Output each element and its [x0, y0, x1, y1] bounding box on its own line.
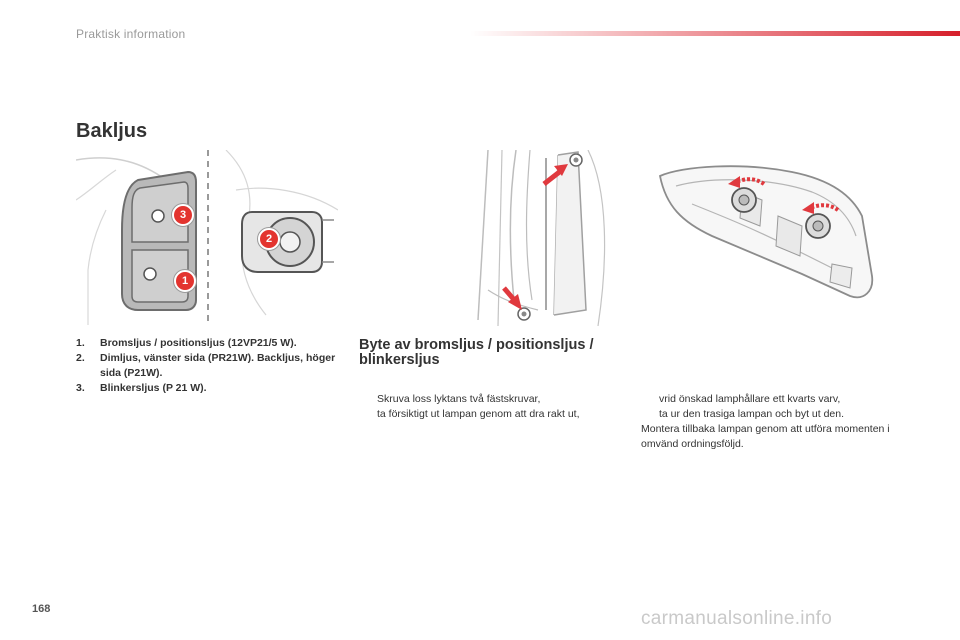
step-text: vrid önskad lamphållare ett kvarts varv,	[659, 393, 841, 405]
section-title: Bakljus	[76, 120, 148, 142]
site-watermark: carmanualsonline.info	[641, 608, 833, 629]
procedure-step	[641, 407, 891, 422]
checkbox-bullet-icon	[641, 407, 659, 422]
procedure-title: Byte av bromsljus / positionsljus / blinkersljus	[359, 337, 594, 368]
lamp-holders-diagram	[652, 156, 878, 316]
legend-number: 3.	[76, 382, 85, 394]
step-text: Skruva loss lyktans två fästskruvar,	[377, 393, 541, 405]
step-text: ta ur den trasiga lampan och byt ut den.	[659, 408, 845, 420]
legend-text: Blinkersljus (P 21 W).	[100, 382, 207, 394]
procedure-step	[641, 392, 891, 407]
legend-text: Bromsljus / positionsljus (12VP21/5 W).	[100, 337, 297, 349]
callout-3: 3	[172, 204, 194, 226]
legend-number: 2.	[76, 352, 85, 364]
checkbox-bullet-icon	[641, 392, 659, 407]
legend-number: 1.	[76, 337, 85, 349]
fixing-screws-diagram	[458, 150, 620, 326]
legend-item	[76, 336, 346, 351]
reassembly-note: Montera tillbaka lampan genom att utföra momenten i omvänd ordningsföljd.	[641, 423, 890, 450]
page-number: 168	[32, 603, 51, 615]
legend-text: Dimljus, vänster sida (PR21W). Backljus, höger sida (P21W).	[100, 352, 336, 379]
callout-2: 2	[258, 228, 280, 250]
checkbox-bullet-icon	[359, 392, 377, 407]
procedure-step	[359, 407, 609, 422]
procedure-step	[359, 392, 609, 407]
legend-item	[76, 351, 346, 381]
bulb-legend	[76, 336, 346, 396]
procedure-steps-col1	[359, 392, 609, 422]
checkbox-bullet-icon	[359, 407, 377, 422]
callout-1: 1	[174, 270, 196, 292]
procedure-steps-col2	[641, 392, 891, 452]
legend-item	[76, 381, 346, 396]
running-header: Praktisk information	[76, 27, 186, 41]
step-text: ta försiktigt ut lampan genom att dra rakt ut,	[377, 408, 580, 420]
taillight-bulb-diagram	[76, 150, 338, 326]
header-accent-bar	[470, 31, 960, 36]
